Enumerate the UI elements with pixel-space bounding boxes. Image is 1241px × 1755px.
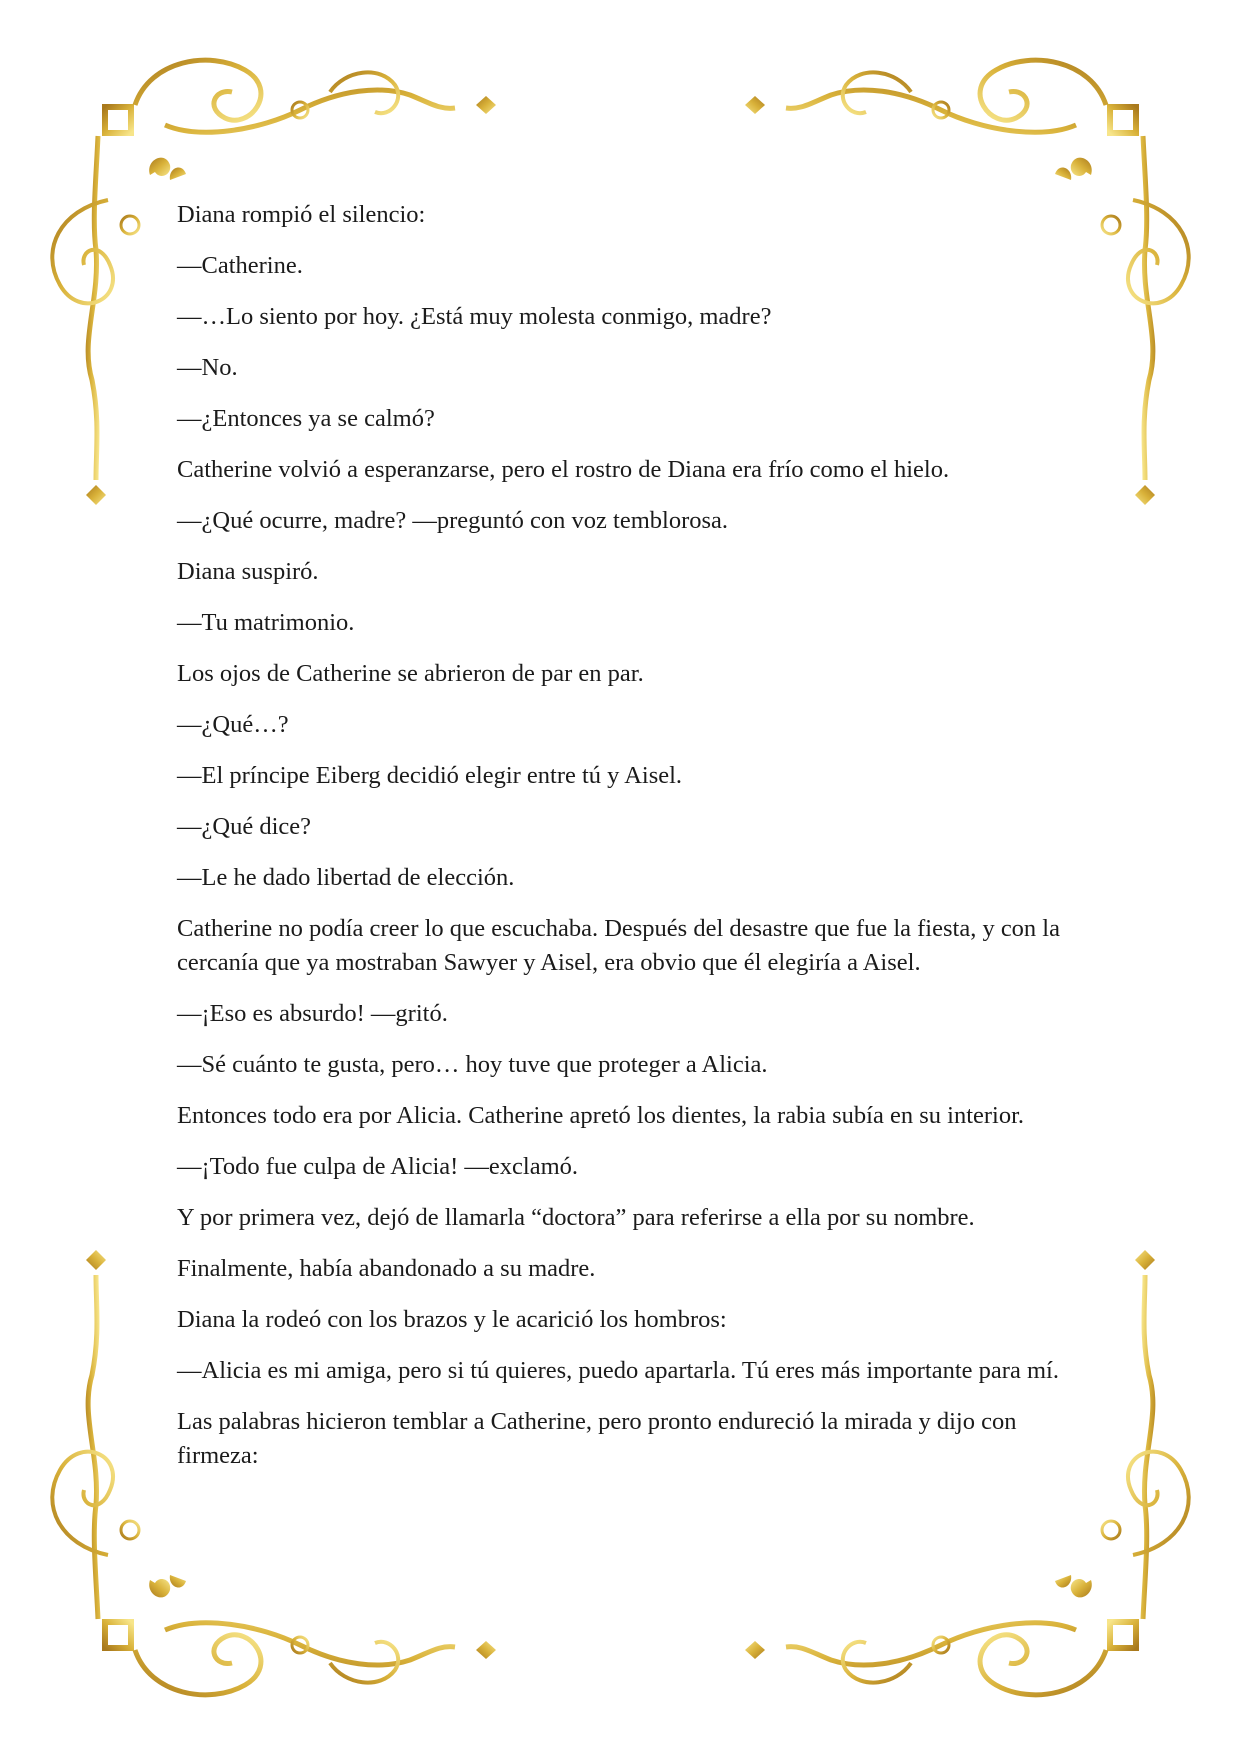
paragraph: Diana rompió el silencio: — [177, 201, 426, 228]
paragraph: —¡Eso es absurdo! —gritó. — [177, 1000, 448, 1027]
paragraph: —Tu matrimonio. — [177, 609, 355, 636]
paragraph: —¿Qué…? — [177, 711, 289, 738]
paragraph: Diana suspiró. — [177, 558, 319, 585]
paragraph: Diana la rodeó con los brazos y le acarició los hombros: — [177, 1306, 727, 1333]
paragraph: Los ojos de Catherine se abrieron de par en par. — [177, 660, 644, 687]
paragraph: —¿Qué ocurre, madre? —preguntó con voz temblorosa. — [177, 507, 729, 534]
paragraph: —¡Todo fue culpa de Alicia! —exclamó. — [177, 1153, 579, 1180]
paragraph: —Le he dado libertad de elección. — [177, 864, 515, 891]
paragraph: Catherine volvió a esperanzarse, pero el rostro de Diana era frío como el hielo. — [177, 456, 950, 483]
paragraph: —Catherine. — [177, 252, 303, 279]
paragraph: Las palabras hicieron temblar a Catherine, pero pronto endureció la mirada y dijo con firmeza: — [177, 1408, 1017, 1469]
paragraph: —¿Qué dice? — [177, 813, 311, 840]
paragraph: Y por primera vez, dejó de llamarla “doctora” para referirse a ella por su nombre. — [177, 1204, 975, 1231]
paragraph: —¿Entonces ya se calmó? — [177, 405, 435, 432]
body-text — [177, 198, 1077, 1490]
paragraph: Entonces todo era por Alicia. Catherine apretó los dientes, la rabia subía en su interior. — [177, 1102, 1025, 1129]
paragraph: Finalmente, había abandonado a su madre. — [177, 1255, 596, 1282]
paragraph: —Sé cuánto te gusta, pero… hoy tuve que proteger a Alicia. — [177, 1051, 768, 1078]
paragraph: —Alicia es mi amiga, pero si tú quieres, puedo apartarla. Tú eres más importante para mí. — [177, 1357, 1059, 1384]
paragraph: —…Lo siento por hoy. ¿Está muy molesta conmigo, madre? — [177, 303, 772, 330]
paragraph: —El príncipe Eiberg decidió elegir entre tú y Aisel. — [177, 762, 683, 789]
paragraph: —No. — [177, 354, 238, 381]
paragraph: Catherine no podía creer lo que escuchaba. Después del desastre que fue la fiesta, y con la cercanía que ya mostraban Sawyer y Aisel, era obvio que él elegiría a Aisel. — [177, 915, 1060, 976]
